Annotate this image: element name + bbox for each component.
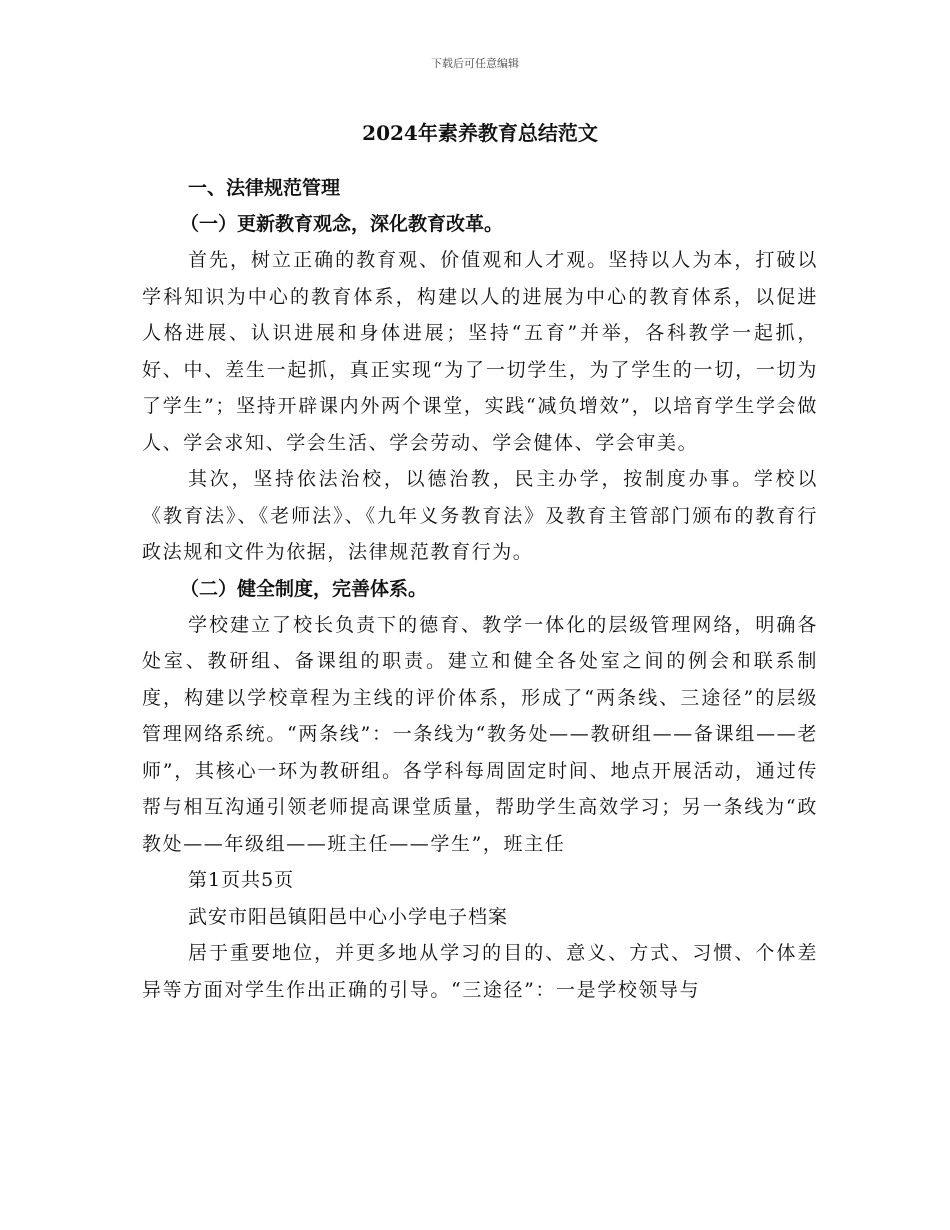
paragraph-3: 学校建立了校长负责下的德育、教学一体化的层级管理网络，明确各处室、教研组、备课组的职责。建立和健全各处室之间的例会和联系制度，构建以学校章程为主线的评价体系，形成了“两条线、三途径”的层级管理网络系统。“两条线”：一条线为“教务处——教研组——备课组——老师”，其核心一环为教研组。各学科每周固定时间、地点开展活动，通过传帮与相互沟通引领老师提高课堂质量，帮助学生高效学习；另一条线为“政教处——年级组——班主任——学生”，班主任 bbox=[142, 613, 818, 855]
section-heading-1: 一、法律规范管理 bbox=[188, 177, 341, 199]
paragraph-2: 其次，坚持依法治校，以德治教，民主办学，按制度办事。学校以《教育法》、《老师法》、《九年义务教育法》及教育主管部门颁布的教育行政法规和文件为依据，法律规范教育行为。 bbox=[142, 468, 818, 563]
archive-note: 武安市阳邑镇阳邑中心小学电子档案 bbox=[188, 905, 509, 928]
paragraph-1: 首先，树立正确的教育观、价值观和人才观。坚持以人为本，打破以学科知识为中心的教育体系，构建以人的进展为中心的教育体系，以促进人格进展、认识进展和身体进展；坚持“五育”并举，各科教学一起抓，好、中、差生一起抓，真正实现“为了一切学生，为了学生的一切，一切为了学生”；坚持开辟课内外两个课堂，实践“减负增效”，以培育学生学会做人、学会求知、学会生活、学会劳动、学会健体、学会审美。 bbox=[142, 249, 818, 454]
document-content bbox=[142, 118, 818, 1008]
subsection-heading-1: （一）更新教育观念，深化教育改革。 bbox=[180, 213, 504, 235]
paragraph-continuation: 居于重要地位，并更多地从学习的目的、意义、方式、习惯、个体差异等方面对学生作出正确的引导。“三途径”：一是学校领导与 bbox=[142, 942, 818, 1001]
subsection-heading-2: （二）健全制度，完善体系。 bbox=[180, 577, 428, 600]
page-number-note: 第1页共5页 bbox=[188, 869, 295, 891]
header-note: 下载后可任意编辑 bbox=[431, 57, 519, 70]
document-title: 2024年素养教育总结范文 bbox=[362, 121, 598, 145]
